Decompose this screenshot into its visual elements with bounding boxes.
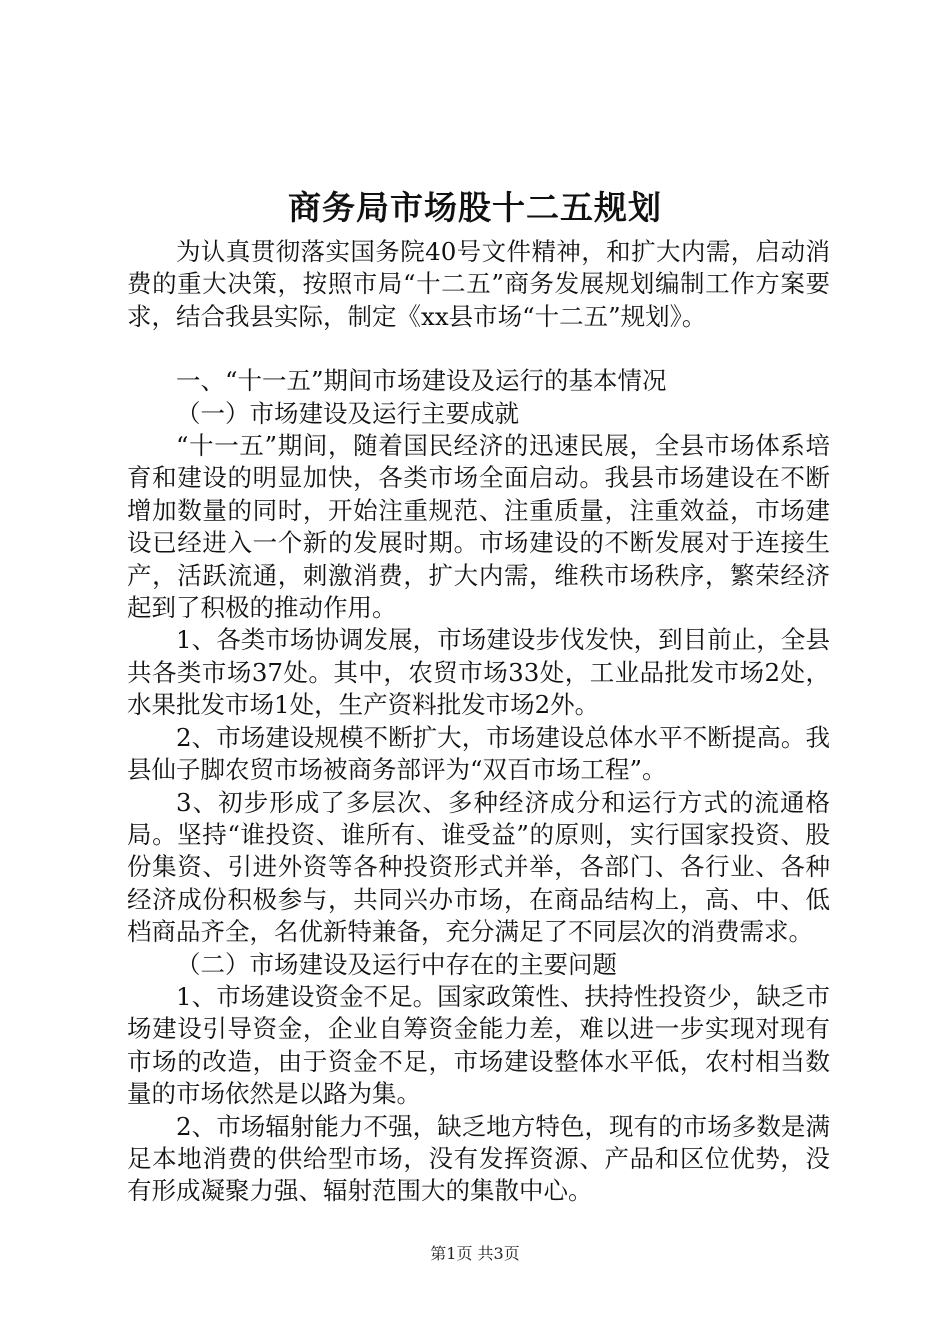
- subsection-heading-1: （一）市场建设及运行主要成就: [176, 398, 519, 428]
- page-indicator: 第1页 共3页: [430, 1244, 520, 1263]
- body-paragraph: 1、市场建设资金不足。国家政策性、扶持性投资少，缺乏市场建设引导资金，企业自筹资金能力差，难以进一步实现对现有市场的改造，由于资金不足，市场建设整体水平低，农村相当数量的市场依然是以路为集。: [127, 981, 830, 1109]
- document-title: 商务局市场股十二五规划: [288, 188, 662, 227]
- document-body: [127, 236, 830, 1208]
- body-paragraph: “十一五”期间，随着国民经济的迅速民展，全县市场体系培育和建设的明显加快，各类市场全面启动。我县市场建设在不断增加数量的同时，开始注重规范、注重质量，注重效益，市场建设已经进入一个新的发展时期。市场建设的不断发展对于连接生产，活跃流通，刺激消费，扩大内需，维秩市场秩序，繁荣经济起到了积极的推动作用。: [127, 431, 830, 623]
- body-paragraph: 1、各类市场协调发展，市场建设步伐发快，到目前止，全县共各类市场37处。其中，农贸市场33处，工业品批发市场2处，水果批发市场1处，生产资料批发市场2外。: [127, 625, 830, 720]
- body-paragraph: 3、初步形成了多层次、多种经济成分和运行方式的流通格局。坚持“谁投资、谁所有、谁受益”的原则，实行国家投资、股份集资、引进外资等各种投资形式并举，各部门、各行业、各种经济成份积极参与，共同兴办市场，在商品结构上，高、中、低档商品齐全，名优新特兼备，充分满足了不同层次的消费需求。: [127, 787, 830, 947]
- subsection-heading-2: （二）市场建设及运行中存在的主要问题: [176, 949, 617, 979]
- body-paragraph: 2、市场辐射能力不强，缺乏地方特色，现有的市场多数是满足本地消费的供给型市场，没有发挥资源、产品和区位优势，没有形成凝聚力强、辐射范围大的集散中心。: [127, 1111, 830, 1206]
- section-heading-1: 一、“十一五”期间市场建设及运行的基本情况: [176, 366, 667, 396]
- intro-paragraph: 为认真贯彻落实国务院40号文件精神，和扩大内需，启动消费的重大决策，按照市局“十二五”商务发展规划编制工作方案要求，结合我县实际，制定《xx县市场“十二五”规划》。: [127, 237, 830, 331]
- body-paragraph: 2、市场建设规模不断扩大，市场建设总体水平不断提高。我县仙子脚农贸市场被商务部评为“双百市场工程”。: [127, 722, 830, 785]
